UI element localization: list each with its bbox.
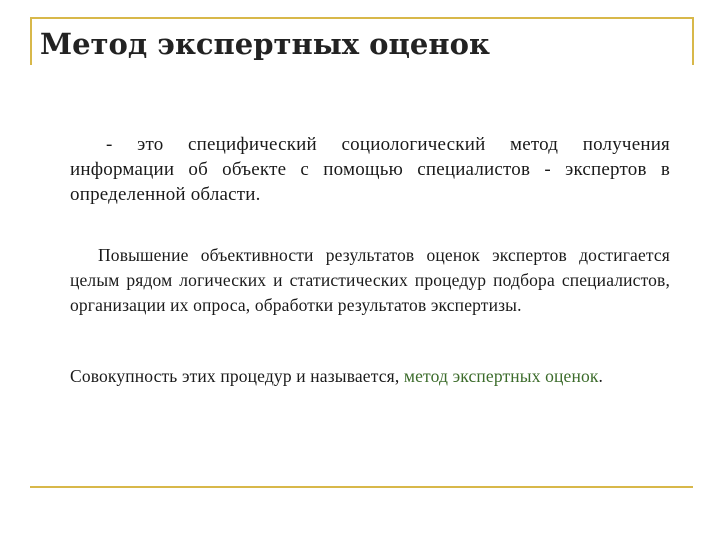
frame-top-line — [30, 17, 693, 19]
definition-paragraph — [70, 132, 670, 207]
method-term: метод экспертных оценок — [403, 366, 599, 386]
slide-title: Метод экспертных оценок — [40, 27, 490, 61]
summary-lead-text: Совокупность этих процедур и называется, — [70, 366, 400, 386]
objectivity-paragraph — [70, 243, 670, 318]
summary-end-text: . — [598, 366, 604, 386]
frame-left-line — [30, 17, 32, 65]
frame-bottom-line — [30, 486, 693, 488]
objectivity-text: Повышение объективности результатов оценок экспертов достигается целым рядом логических и статистических процедур подбора специалистов, организации их опроса, обработки результатов экспертизы. — [70, 245, 670, 315]
summary-paragraph — [70, 364, 670, 389]
definition-text: - это специфический социологический метод получения информации об объекте с помощью специалистов - экспертов в определенной области. — [70, 134, 670, 205]
frame-right-line — [692, 17, 694, 65]
